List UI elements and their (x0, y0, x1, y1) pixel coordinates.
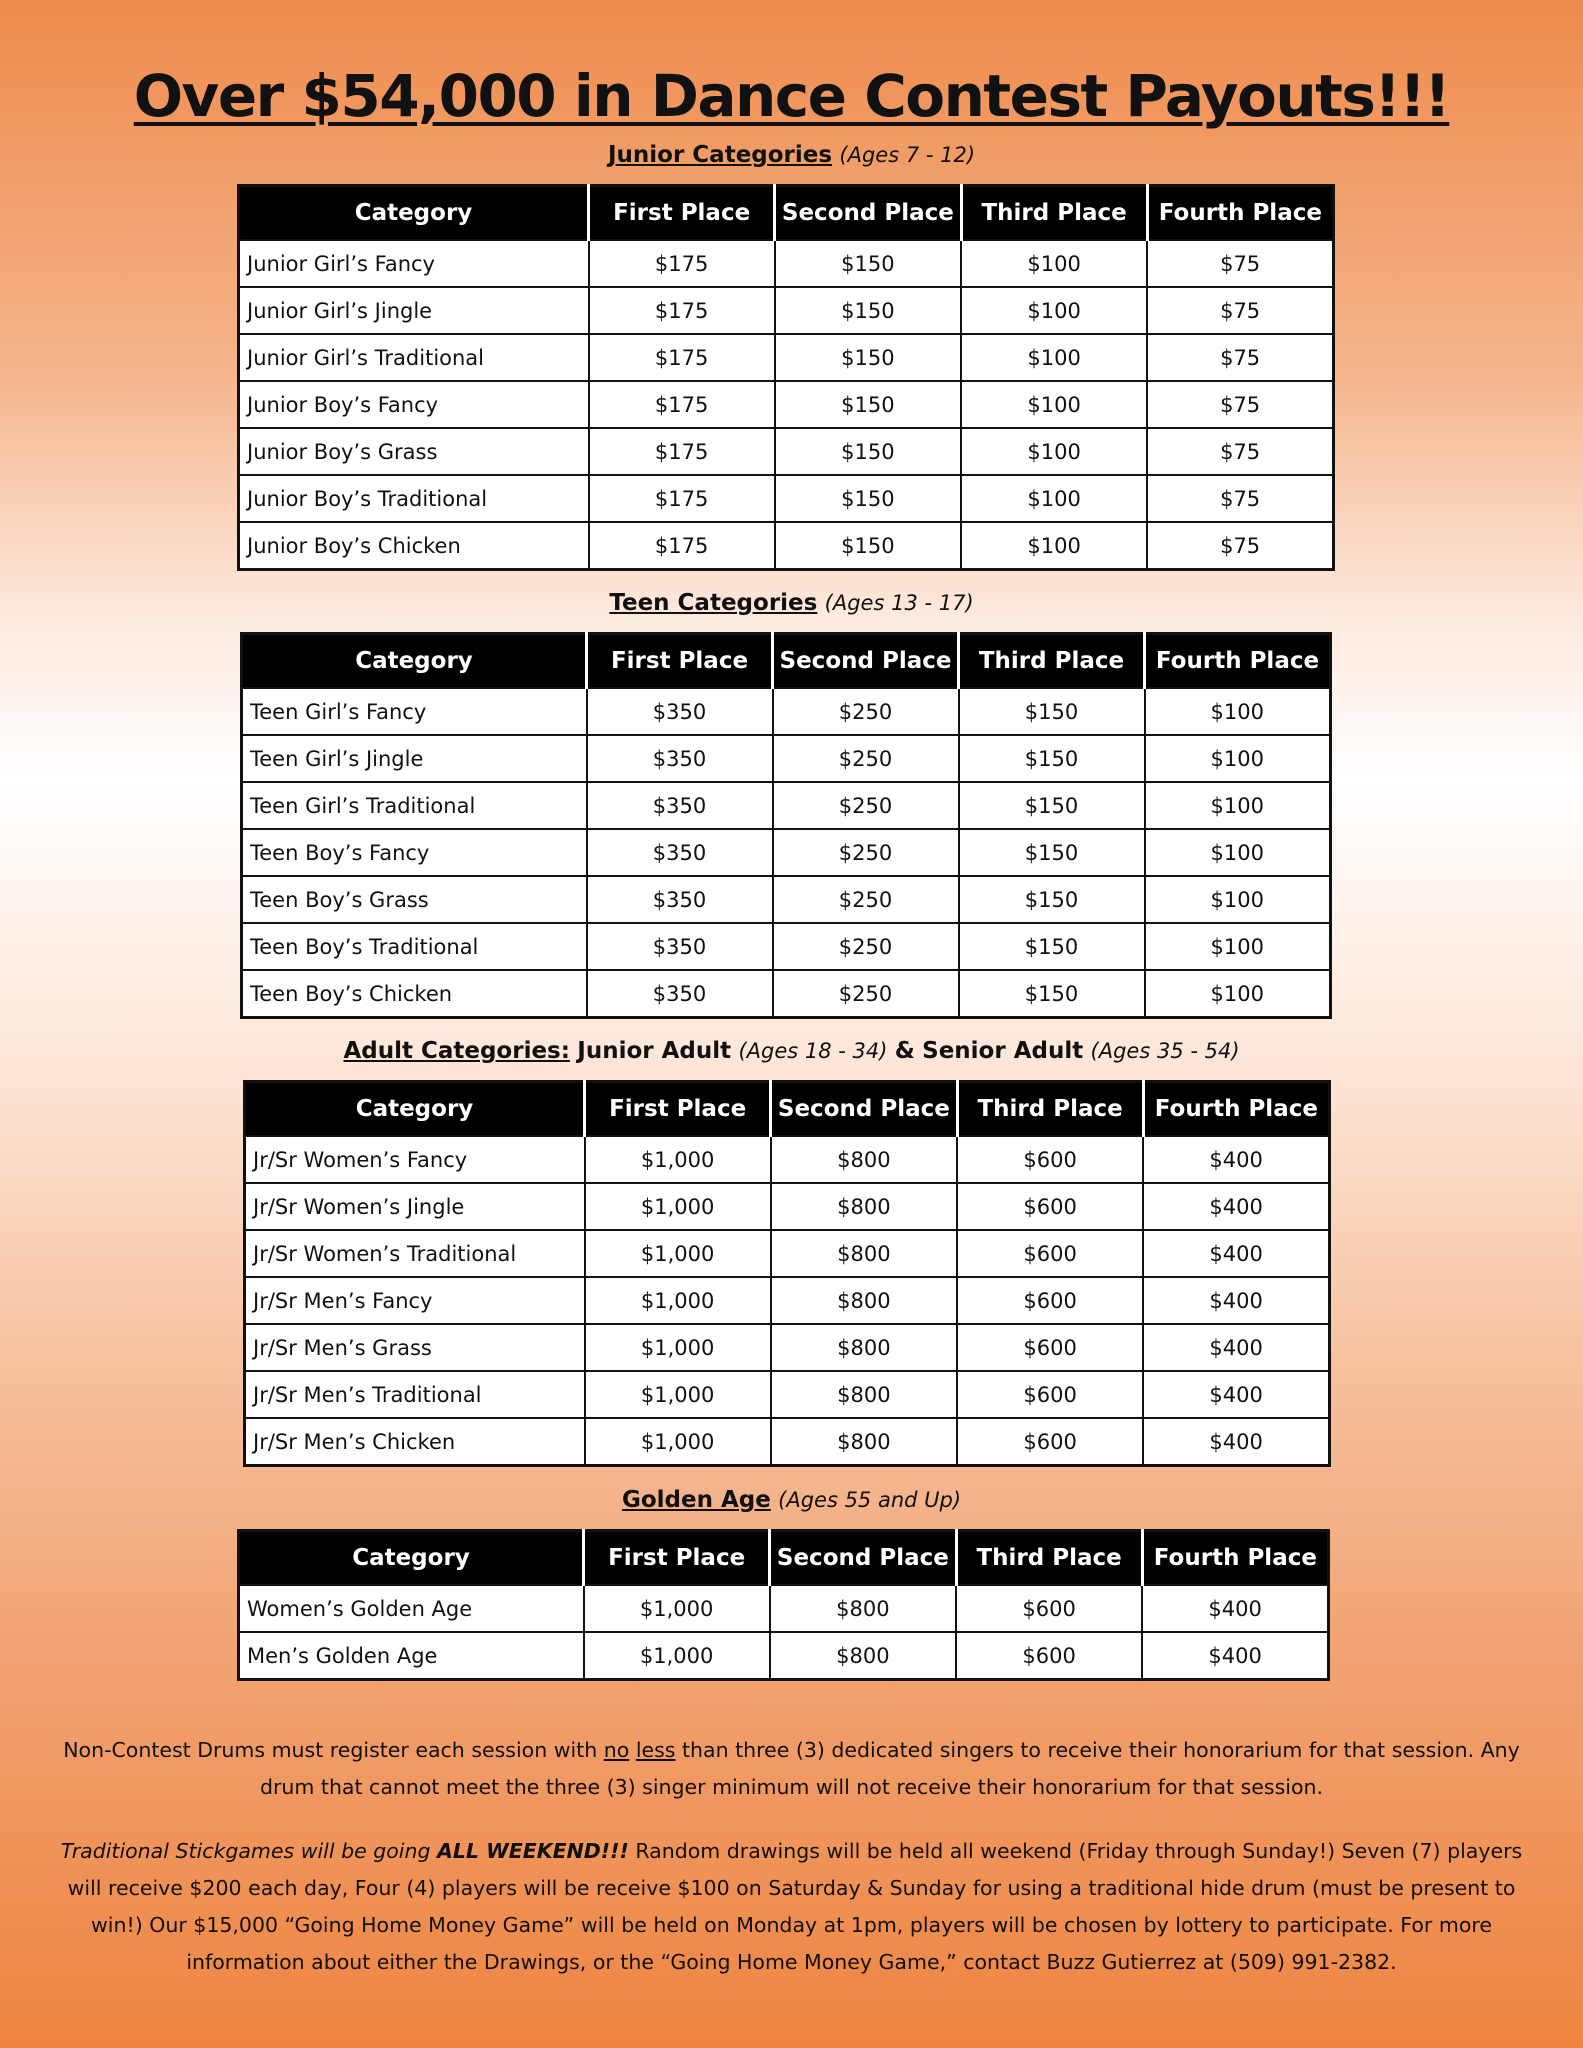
payout-cell: $150 (775, 287, 961, 334)
payout-cell: $100 (961, 381, 1147, 428)
column-header: Category (245, 1082, 585, 1137)
category-cell: Teen Boy’s Traditional (242, 923, 587, 970)
payout-cell: $250 (773, 923, 959, 970)
table-row (239, 334, 1334, 381)
column-header: Second Place (773, 634, 959, 689)
teen-payout-table (240, 632, 1332, 1019)
column-header: Category (239, 186, 589, 241)
column-header: Third Place (959, 634, 1145, 689)
payout-cell: $100 (1145, 829, 1331, 876)
table-row (239, 1585, 1329, 1632)
teen-heading-label: Teen Categories (609, 590, 818, 616)
junior-heading-ages: (Ages 7 - 12) (839, 143, 976, 167)
stickgames-bold: ALL WEEKEND!!! (436, 1839, 629, 1863)
category-cell: Teen Boy’s Fancy (242, 829, 587, 876)
payout-cell: $350 (587, 970, 773, 1018)
payout-cell: $100 (961, 475, 1147, 522)
column-header: Third Place (961, 186, 1147, 241)
teen-heading (0, 590, 1583, 616)
category-cell: Jr/Sr Women’s Fancy (245, 1136, 585, 1183)
payout-cell: $175 (589, 522, 775, 570)
payout-cell: $100 (1145, 735, 1331, 782)
drums-text-less: less (635, 1738, 676, 1762)
payout-cell: $175 (589, 287, 775, 334)
payout-cell: $100 (961, 287, 1147, 334)
table-row (245, 1277, 1330, 1324)
table-row (242, 923, 1331, 970)
payout-cell: $75 (1147, 287, 1333, 334)
category-cell: Junior Boy’s Fancy (239, 381, 589, 428)
payout-cell: $100 (1145, 782, 1331, 829)
category-cell: Jr/Sr Men’s Fancy (245, 1277, 585, 1324)
amp-label: & (894, 1038, 915, 1064)
column-header: Fourth Place (1142, 1531, 1328, 1586)
payout-cell: $600 (957, 1136, 1143, 1183)
golden-heading-ages: (Ages 55 and Up) (778, 1488, 962, 1512)
payout-cell: $1,000 (585, 1230, 771, 1277)
table-header-row (242, 634, 1331, 689)
adult-heading-label: Adult Categories: (343, 1038, 570, 1064)
payout-cell: $800 (771, 1136, 957, 1183)
payout-cell: $800 (771, 1418, 957, 1466)
payout-cell: $150 (775, 334, 961, 381)
stickgames-italic: Traditional Stickgames will be going (60, 1839, 437, 1863)
table-row (239, 522, 1334, 570)
payout-cell: $400 (1143, 1230, 1329, 1277)
payout-cell: $350 (587, 688, 773, 735)
payout-cell: $250 (773, 735, 959, 782)
category-cell: Teen Boy’s Chicken (242, 970, 587, 1018)
payout-cell: $600 (957, 1183, 1143, 1230)
category-cell: Teen Boy’s Grass (242, 876, 587, 923)
table-row (245, 1371, 1330, 1418)
payout-cell: $350 (587, 735, 773, 782)
payout-cell: $175 (589, 475, 775, 522)
payout-cell: $800 (771, 1324, 957, 1371)
senior-adult-ages: (Ages 35 - 54) (1090, 1039, 1240, 1063)
payout-cell: $250 (773, 876, 959, 923)
table-row (242, 688, 1331, 735)
category-cell: Men’s Golden Age (239, 1632, 584, 1680)
column-header: Second Place (770, 1531, 956, 1586)
table-row (245, 1418, 1330, 1466)
payout-cell: $75 (1147, 240, 1333, 287)
table-row (239, 428, 1334, 475)
payout-cell: $75 (1147, 428, 1333, 475)
payout-cell: $250 (773, 970, 959, 1018)
golden-heading-label: Golden Age (621, 1487, 771, 1513)
payout-cell: $75 (1147, 475, 1333, 522)
column-header: Fourth Place (1143, 1082, 1329, 1137)
column-header: First Place (584, 1531, 770, 1586)
payout-cell: $150 (775, 381, 961, 428)
payout-cell: $350 (587, 829, 773, 876)
table-header-row (245, 1082, 1330, 1137)
payout-cell: $350 (587, 782, 773, 829)
table-row (239, 240, 1334, 287)
column-header: Third Place (957, 1082, 1143, 1137)
payout-cell: $400 (1143, 1324, 1329, 1371)
column-header: Second Place (775, 186, 961, 241)
payout-cell: $175 (589, 381, 775, 428)
payout-cell: $400 (1143, 1371, 1329, 1418)
payout-cell: $150 (959, 876, 1145, 923)
category-cell: Junior Boy’s Chicken (239, 522, 589, 570)
payout-cell: $150 (775, 475, 961, 522)
payout-cell: $150 (775, 240, 961, 287)
category-cell: Jr/Sr Men’s Traditional (245, 1371, 585, 1418)
adult-payout-table (243, 1080, 1331, 1467)
table-header-row (239, 186, 1334, 241)
payout-cell: $100 (1145, 876, 1331, 923)
page-title: Over $54,000 in Dance Contest Payouts!!! (133, 62, 1450, 130)
category-cell: Jr/Sr Women’s Traditional (245, 1230, 585, 1277)
payout-cell: $150 (775, 428, 961, 475)
table-row (245, 1183, 1330, 1230)
drums-text-no: no (603, 1738, 630, 1762)
payout-cell: $800 (771, 1183, 957, 1230)
payout-cell: $1,000 (585, 1324, 771, 1371)
table-row (239, 381, 1334, 428)
payout-cell: $600 (957, 1371, 1143, 1418)
category-cell: Jr/Sr Men’s Grass (245, 1324, 585, 1371)
junior-adult-ages: (Ages 18 - 34) (738, 1039, 888, 1063)
column-header: Third Place (956, 1531, 1142, 1586)
golden-heading (0, 1487, 1583, 1513)
table-row (242, 782, 1331, 829)
category-cell: Teen Girl’s Traditional (242, 782, 587, 829)
payout-cell: $600 (957, 1418, 1143, 1466)
column-header: Fourth Place (1147, 186, 1333, 241)
category-cell: Junior Boy’s Grass (239, 428, 589, 475)
payout-cell: $175 (589, 428, 775, 475)
payout-cell: $150 (959, 970, 1145, 1018)
payout-cell: $150 (775, 522, 961, 570)
payout-cell: $100 (961, 428, 1147, 475)
junior-payout-table (237, 184, 1335, 571)
stickgames-rest: Random drawings will be held all weekend (Friday through Sunday!) Seven (7) players will receive $200 each day, Four (4) players will be receive $100 on Saturday & Sunday for using a traditional hide drum (must be present to win!) Our $15,000 “Going Home Money Game” will be held on Monday at 1pm, players will be chosen by lottery to participate. For more information about either the Drawings, or the “Going Home Money Game,” contact Buzz Gutierrez at (509) 991-2382. (67, 1839, 1523, 1974)
payout-cell: $800 (770, 1632, 956, 1680)
payout-cell: $350 (587, 923, 773, 970)
payout-cell: $150 (959, 923, 1145, 970)
payout-cell: $1,000 (585, 1277, 771, 1324)
table-row (239, 1632, 1329, 1680)
drums-text-a: Non-Contest Drums must register each session with (63, 1738, 604, 1762)
payout-cell: $250 (773, 782, 959, 829)
stickgames-note (60, 1833, 1523, 1981)
junior-adult-label: Junior Adult (577, 1038, 732, 1064)
category-cell: Junior Girl’s Jingle (239, 287, 589, 334)
payout-cell: $1,000 (584, 1585, 770, 1632)
payout-cell: $1,000 (585, 1183, 771, 1230)
payout-cell: $150 (959, 782, 1145, 829)
payout-cell: $75 (1147, 381, 1333, 428)
payout-cell: $800 (771, 1230, 957, 1277)
table-header-row (239, 1531, 1329, 1586)
drums-text-b: than three (3) dedicated singers to receive their honorarium for that session. Any drum that cannot meet the three (3) singer minimum will not receive their honorarium for that session. (259, 1738, 1520, 1799)
payout-cell: $75 (1147, 334, 1333, 381)
teen-heading-ages: (Ages 13 - 17) (824, 591, 974, 615)
payout-cell: $175 (589, 240, 775, 287)
table-row (245, 1136, 1330, 1183)
payout-cell: $350 (587, 876, 773, 923)
payout-cell: $800 (771, 1371, 957, 1418)
payout-cell: $600 (957, 1324, 1143, 1371)
category-cell: Jr/Sr Women’s Jingle (245, 1183, 585, 1230)
junior-heading (0, 142, 1583, 168)
column-header: First Place (589, 186, 775, 241)
payout-cell: $150 (959, 688, 1145, 735)
payout-cell: $100 (1145, 923, 1331, 970)
payout-cell: $1,000 (585, 1136, 771, 1183)
table-row (242, 829, 1331, 876)
column-header: First Place (587, 634, 773, 689)
payout-cell: $400 (1142, 1585, 1328, 1632)
payout-cell: $400 (1143, 1136, 1329, 1183)
column-header: First Place (585, 1082, 771, 1137)
column-header: Category (239, 1531, 584, 1586)
payout-cell: $400 (1143, 1418, 1329, 1466)
table-row (245, 1230, 1330, 1277)
payout-cell: $400 (1142, 1632, 1328, 1680)
category-cell: Teen Girl’s Fancy (242, 688, 587, 735)
payout-cell: $150 (959, 735, 1145, 782)
payout-cell: $150 (959, 829, 1145, 876)
golden-payout-table (237, 1529, 1330, 1681)
payout-cell: $100 (961, 334, 1147, 381)
table-row (242, 876, 1331, 923)
adult-heading (0, 1038, 1583, 1064)
payout-cell: $400 (1143, 1277, 1329, 1324)
category-cell: Junior Girl’s Fancy (239, 240, 589, 287)
category-cell: Teen Girl’s Jingle (242, 735, 587, 782)
table-row (239, 475, 1334, 522)
payout-cell: $600 (957, 1230, 1143, 1277)
table-row (245, 1324, 1330, 1371)
payout-cell: $800 (770, 1585, 956, 1632)
payout-cell: $800 (771, 1277, 957, 1324)
payout-cell: $75 (1147, 522, 1333, 570)
payout-cell: $100 (1145, 688, 1331, 735)
payout-cell: $400 (1143, 1183, 1329, 1230)
category-cell: Junior Girl’s Traditional (239, 334, 589, 381)
payout-cell: $600 (956, 1585, 1142, 1632)
payout-cell: $100 (961, 522, 1147, 570)
junior-heading-label: Junior Categories (607, 142, 833, 168)
column-header: Second Place (771, 1082, 957, 1137)
drum-registration-note (60, 1732, 1523, 1806)
category-cell: Jr/Sr Men’s Chicken (245, 1418, 585, 1466)
category-cell: Junior Boy’s Traditional (239, 475, 589, 522)
table-row (242, 735, 1331, 782)
payout-cell: $100 (1145, 970, 1331, 1018)
payout-cell: $600 (957, 1277, 1143, 1324)
column-header: Fourth Place (1145, 634, 1331, 689)
column-header: Category (242, 634, 587, 689)
payout-cell: $100 (961, 240, 1147, 287)
category-cell: Women’s Golden Age (239, 1585, 584, 1632)
table-row (239, 287, 1334, 334)
payout-cell: $175 (589, 334, 775, 381)
senior-adult-label: Senior Adult (922, 1038, 1084, 1064)
table-row (242, 970, 1331, 1018)
payout-cell: $1,000 (585, 1418, 771, 1466)
payout-cell: $1,000 (585, 1371, 771, 1418)
payout-cell: $250 (773, 688, 959, 735)
payout-cell: $1,000 (584, 1632, 770, 1680)
payout-cell: $250 (773, 829, 959, 876)
payout-cell: $600 (956, 1632, 1142, 1680)
